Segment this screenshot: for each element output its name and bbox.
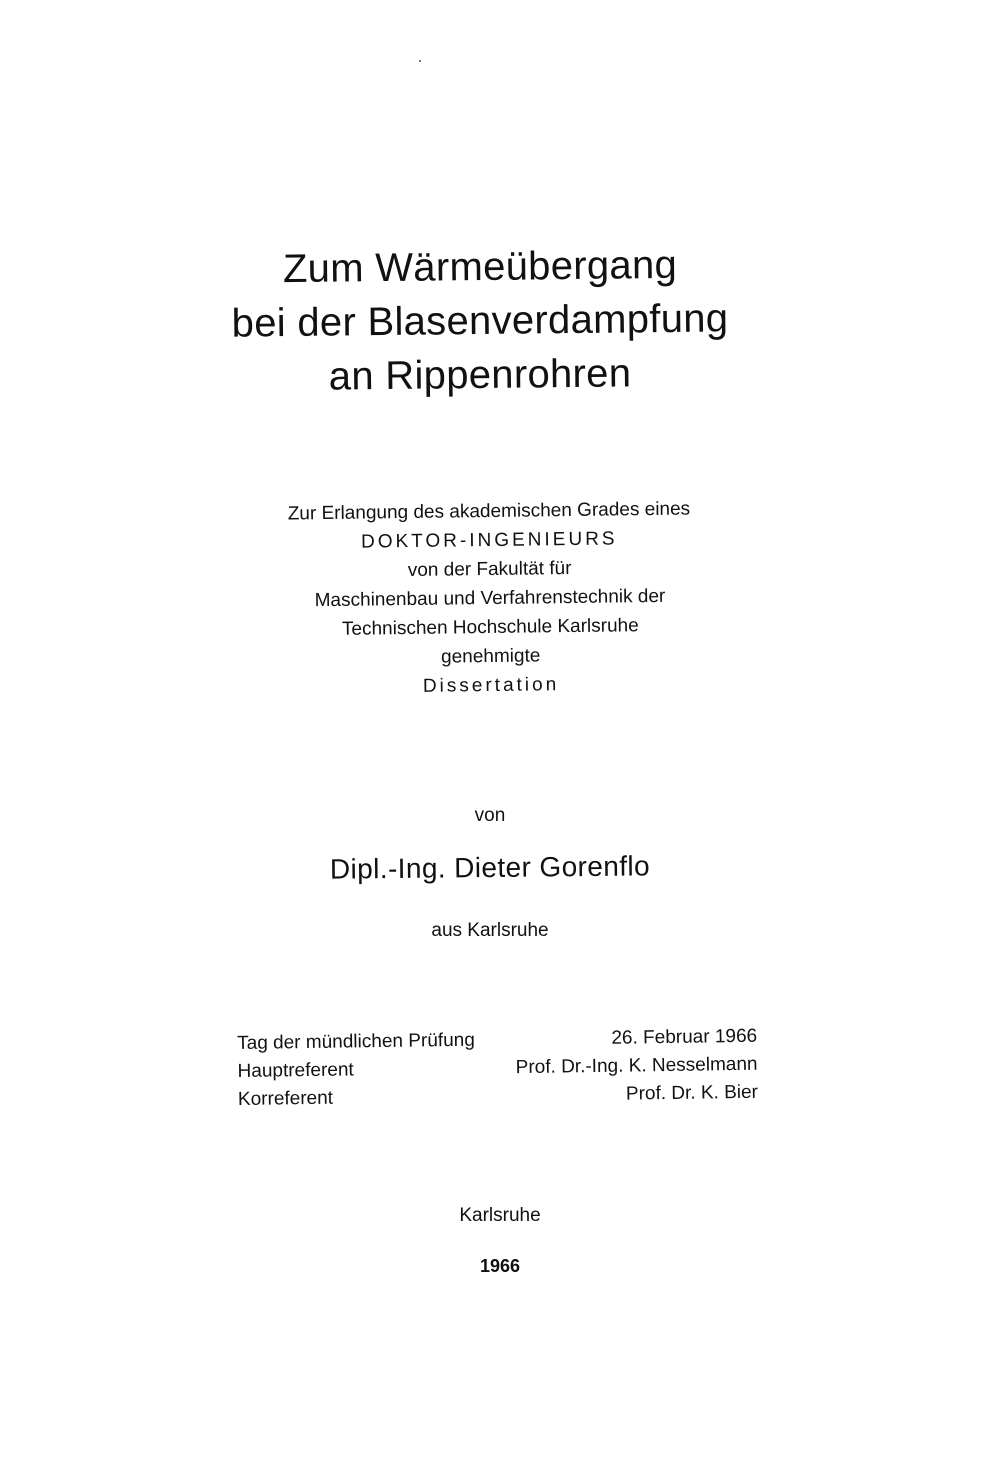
degree-line-purpose: Zur Erlangung des akademischen Grades eines bbox=[287, 498, 691, 525]
title-line-1: Zum Wärmeübergang bbox=[282, 242, 678, 292]
exam-details bbox=[237, 1023, 758, 1114]
exam-value: Prof. Dr.-Ing. K. Nesselmann bbox=[515, 1053, 758, 1079]
exam-row bbox=[238, 1079, 758, 1114]
imprint-place: Karlsruhe bbox=[459, 1205, 541, 1226]
exam-label: Tag der mündlichen Prüfung bbox=[237, 1029, 475, 1054]
exam-label: Hauptreferent bbox=[237, 1059, 354, 1082]
scan-speck bbox=[419, 60, 421, 62]
by-label: von bbox=[474, 805, 506, 826]
degree-statement bbox=[179, 493, 801, 704]
degree-line-approved: genehmigte bbox=[440, 645, 541, 668]
author-origin: aus Karlsruhe bbox=[431, 920, 549, 941]
dissertation-title bbox=[150, 240, 810, 402]
exam-value: Prof. Dr. K. Bier bbox=[625, 1081, 759, 1105]
exam-label: Korreferent bbox=[237, 1087, 334, 1110]
author-name: Dipl.-Ing. Dieter Gorenflo bbox=[329, 850, 651, 885]
degree-line-faculty-intro: von der Fakultät für bbox=[407, 558, 572, 582]
title-line-2: bei der Blasenverdampfung bbox=[231, 296, 729, 346]
degree-line-faculty: Maschinenbau und Verfahrenstechnik der bbox=[314, 585, 666, 612]
degree-line-dissertation: Dissertation bbox=[422, 674, 560, 697]
degree-line-title: DOKTOR-INGENIEURS bbox=[360, 528, 618, 553]
imprint-year: 1966 bbox=[479, 1256, 521, 1276]
degree-line-university: Technischen Hochschule Karlsruhe bbox=[341, 615, 639, 640]
title-line-3: an Rippenrohren bbox=[328, 351, 632, 399]
exam-value: 26. Februar 1966 bbox=[611, 1025, 758, 1049]
